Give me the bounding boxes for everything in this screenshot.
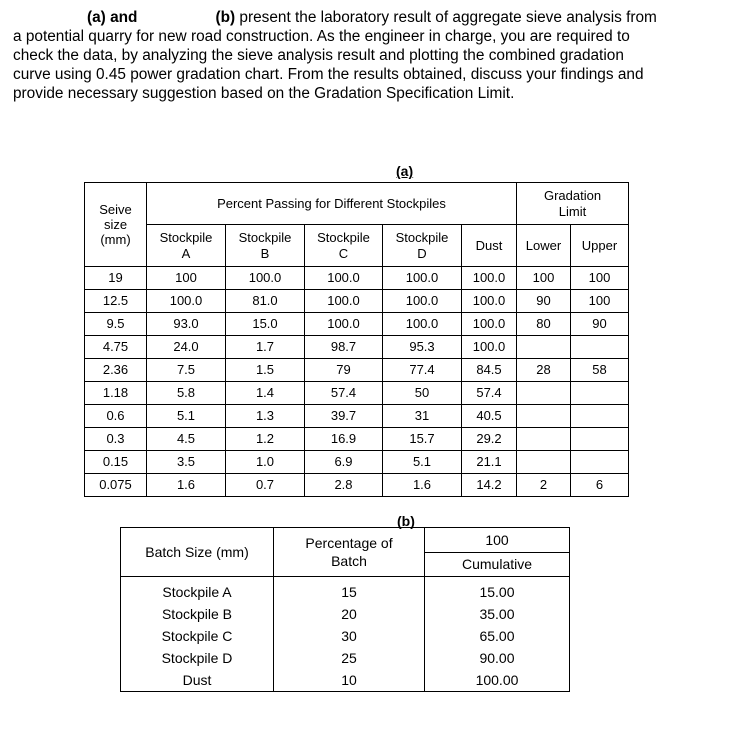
batch-name: Stockpile A	[121, 577, 274, 604]
sieve-size: 1.18	[85, 382, 147, 405]
dust-value: 57.4	[462, 382, 517, 405]
stockpile-c-value: 2.8	[305, 474, 383, 497]
sieve-size: 0.075	[85, 474, 147, 497]
cumulative-header	[425, 528, 570, 577]
batch-cumulative: 90.00	[425, 647, 570, 669]
dust-value: 100.0	[462, 267, 517, 290]
sieve-size: 0.15	[85, 451, 147, 474]
upper-limit	[571, 405, 629, 428]
lower-limit: 100	[517, 267, 571, 290]
gradation-limit-header: Gradation Limit	[517, 183, 629, 225]
table-row	[85, 382, 629, 405]
lower-limit	[517, 382, 571, 405]
table-row	[121, 647, 570, 669]
stockpile-d-value: 77.4	[383, 359, 462, 382]
lower-header: Lower	[517, 225, 571, 267]
stockpile-b-value: 1.2	[226, 428, 305, 451]
table-row	[85, 451, 629, 474]
stockpile-b-value: 81.0	[226, 290, 305, 313]
table-row	[85, 267, 629, 290]
stockpile-d-value: 1.6	[383, 474, 462, 497]
table-row	[121, 603, 570, 625]
batch-size-header: Batch Size (mm)	[121, 528, 274, 577]
table-row	[85, 359, 629, 382]
stockpile-d-value: 95.3	[383, 336, 462, 359]
lower-limit: 80	[517, 313, 571, 336]
stockpile-c-value: 57.4	[305, 382, 383, 405]
stockpile-a-value: 5.8	[147, 382, 226, 405]
table-row	[121, 669, 570, 692]
cumulative-header-label: Cumulative	[461, 556, 533, 572]
dust-value: 100.0	[462, 336, 517, 359]
intro-line-2: a potential quarry for new road construction. As the engineer in charge, you are required to	[13, 28, 630, 45]
batch-name: Stockpile D	[121, 647, 274, 669]
stockpile-d-value: 31	[383, 405, 462, 428]
problem-statement	[13, 8, 713, 103]
batch-percentage: 10	[274, 669, 425, 692]
cumulative-header-total: 100	[425, 528, 569, 553]
stockpile-b-value: 1.4	[226, 382, 305, 405]
stockpile-c-value: 98.7	[305, 336, 383, 359]
sieve-size: 12.5	[85, 290, 147, 313]
table-row	[85, 405, 629, 428]
batch-cumulative: 100.00	[425, 669, 570, 692]
table-row	[85, 428, 629, 451]
intro-line-3: check the data, by analyzing the sieve analysis result and plotting the combined gradation	[13, 47, 624, 64]
stockpile-c-value: 6.9	[305, 451, 383, 474]
stockpile-a-header: Stockpile A	[147, 225, 226, 267]
stockpile-b-value: 0.7	[226, 474, 305, 497]
upper-limit	[571, 451, 629, 474]
lower-limit: 28	[517, 359, 571, 382]
dust-value: 40.5	[462, 405, 517, 428]
stockpile-d-header: Stockpile D	[383, 225, 462, 267]
upper-header: Upper	[571, 225, 629, 267]
intro-line-4: curve using 0.45 power gradation chart. From the results obtained, discuss your findings and	[13, 66, 644, 83]
stockpile-c-value: 100.0	[305, 290, 383, 313]
stockpile-d-value: 50	[383, 382, 462, 405]
stockpile-b-value: 1.3	[226, 405, 305, 428]
dust-header: Dust	[462, 225, 517, 267]
lower-limit	[517, 428, 571, 451]
upper-limit: 100	[571, 267, 629, 290]
stockpile-c-value: 79	[305, 359, 383, 382]
sieve-size-header: Seive size (mm)	[85, 183, 147, 267]
stockpile-a-value: 1.6	[147, 474, 226, 497]
stockpile-a-value: 100.0	[147, 290, 226, 313]
table-row	[85, 290, 629, 313]
batch-name: Stockpile C	[121, 625, 274, 647]
batch-percentage: 30	[274, 625, 425, 647]
stockpile-d-value: 15.7	[383, 428, 462, 451]
stockpile-a-value: 7.5	[147, 359, 226, 382]
stockpile-d-value: 100.0	[383, 313, 462, 336]
stockpile-a-value: 93.0	[147, 313, 226, 336]
sieve-size: 19	[85, 267, 147, 290]
table-row	[121, 577, 570, 604]
stockpile-a-value: 100	[147, 267, 226, 290]
batch-cumulative: 65.00	[425, 625, 570, 647]
upper-limit	[571, 428, 629, 451]
sieve-size: 0.3	[85, 428, 147, 451]
dust-value: 29.2	[462, 428, 517, 451]
dust-value: 84.5	[462, 359, 517, 382]
stockpile-b-value: 100.0	[226, 267, 305, 290]
stockpile-a-value: 24.0	[147, 336, 226, 359]
batch-name: Stockpile B	[121, 603, 274, 625]
stockpile-c-value: 16.9	[305, 428, 383, 451]
batch-percentage: 15	[274, 577, 425, 604]
sieve-analysis-table	[84, 182, 629, 497]
upper-limit	[571, 382, 629, 405]
batch-percentage: 25	[274, 647, 425, 669]
stockpile-b-value: 15.0	[226, 313, 305, 336]
stockpile-b-value: 1.0	[226, 451, 305, 474]
intro-line-1-text: present the laboratory result of aggregate sieve analysis from	[235, 9, 657, 26]
sieve-size: 4.75	[85, 336, 147, 359]
upper-limit: 100	[571, 290, 629, 313]
stockpile-c-value: 100.0	[305, 267, 383, 290]
lower-limit	[517, 336, 571, 359]
sieve-size: 9.5	[85, 313, 147, 336]
stockpile-c-header: Stockpile C	[305, 225, 383, 267]
lower-limit: 90	[517, 290, 571, 313]
dust-value: 21.1	[462, 451, 517, 474]
intro-line-5: provide necessary suggestion based on the Gradation Specification Limit.	[13, 85, 515, 102]
lower-limit	[517, 451, 571, 474]
stockpile-c-value: 100.0	[305, 313, 383, 336]
dust-value: 100.0	[462, 290, 517, 313]
batch-percentage: 20	[274, 603, 425, 625]
upper-limit: 90	[571, 313, 629, 336]
table-a-caption: (a)	[396, 163, 414, 179]
upper-limit: 58	[571, 359, 629, 382]
sieve-size: 2.36	[85, 359, 147, 382]
table-b-caption: (b)	[397, 513, 415, 529]
upper-limit	[571, 336, 629, 359]
stockpile-b-value: 1.5	[226, 359, 305, 382]
table-row	[121, 625, 570, 647]
batch-proportion-table	[120, 527, 570, 692]
stockpile-d-value: 100.0	[383, 290, 462, 313]
stockpile-a-value: 3.5	[147, 451, 226, 474]
dust-value: 14.2	[462, 474, 517, 497]
stockpile-b-header: Stockpile B	[226, 225, 305, 267]
batch-cumulative: 15.00	[425, 577, 570, 604]
stockpile-a-value: 5.1	[147, 405, 226, 428]
intro-line-1	[13, 8, 713, 27]
dust-value: 100.0	[462, 313, 517, 336]
lower-limit: 2	[517, 474, 571, 497]
stockpile-b-value: 1.7	[226, 336, 305, 359]
upper-limit: 6	[571, 474, 629, 497]
sieve-size: 0.6	[85, 405, 147, 428]
lower-limit	[517, 405, 571, 428]
table-row	[85, 336, 629, 359]
stockpile-a-value: 4.5	[147, 428, 226, 451]
stockpile-d-value: 5.1	[383, 451, 462, 474]
part-a-label: (a) and	[87, 9, 138, 26]
stockpile-d-value: 100.0	[383, 267, 462, 290]
percent-passing-header: Percent Passing for Different Stockpiles	[147, 183, 517, 225]
table-row	[85, 474, 629, 497]
batch-name: Dust	[121, 669, 274, 692]
part-b-label: (b)	[215, 9, 236, 26]
percentage-header: Percentage of Batch	[274, 528, 425, 577]
batch-cumulative: 35.00	[425, 603, 570, 625]
stockpile-c-value: 39.7	[305, 405, 383, 428]
table-row	[85, 313, 629, 336]
